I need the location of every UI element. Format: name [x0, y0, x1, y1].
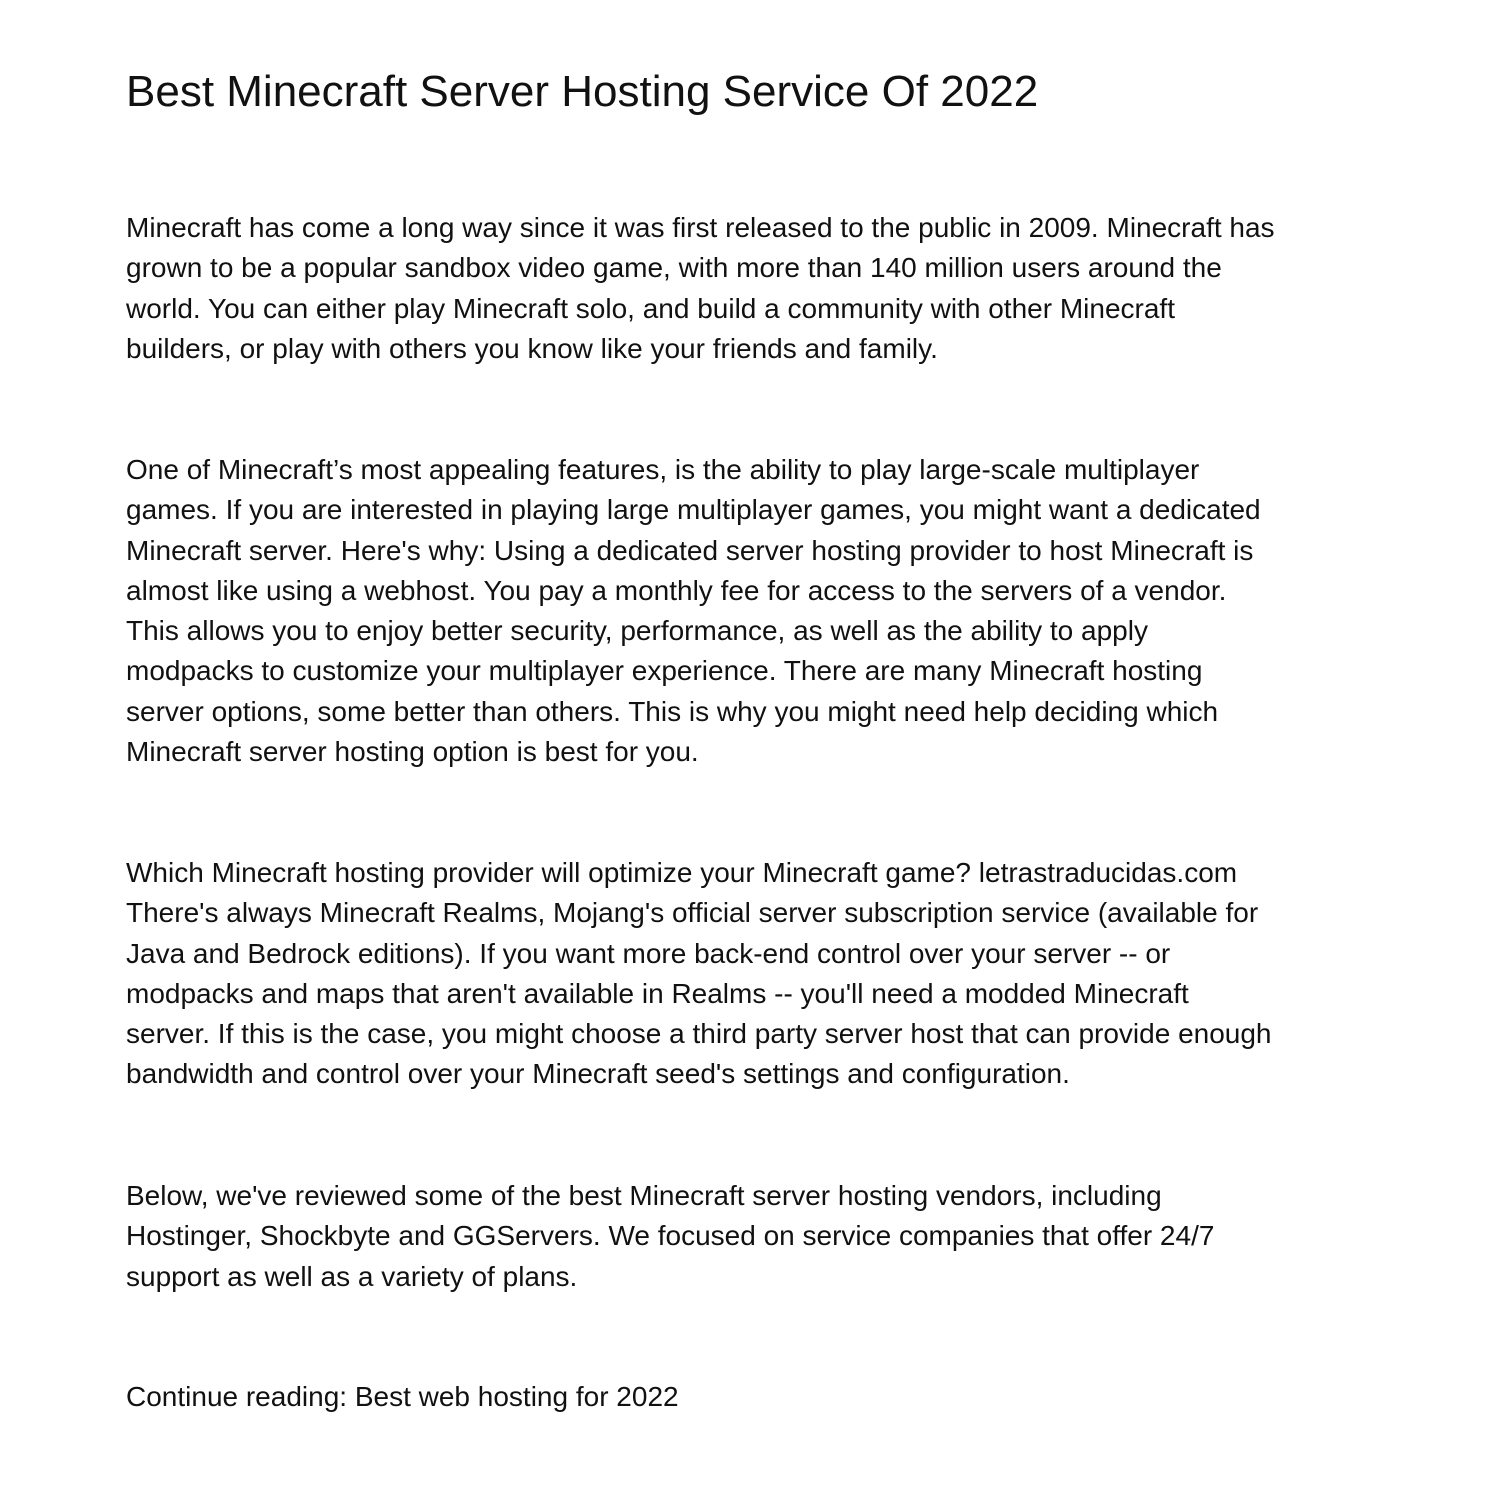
paragraph-line: games. If you are interested in playing large multiplayer games, you might want a dedicated — [126, 494, 1261, 526]
paragraph-line: One of Minecraft’s most appealing features, is the ability to play large-scale multiplayer — [126, 454, 1200, 485]
paragraph-line: support as well as a variety of plans. — [126, 1260, 578, 1292]
paragraph-line: builders, or play with others you know like your friends and family. — [126, 332, 938, 364]
paragraph-line: modpacks and maps that aren't available in Realms -- you'll need a modded Minecraft — [126, 977, 1189, 1009]
paragraph-line: grown to be a popular sandbox video game, with more than 140 million users around the — [126, 252, 1222, 284]
paragraph-5 — [126, 1377, 679, 1417]
paragraph-1 — [126, 208, 1275, 369]
paragraph-line: This allows you to enjoy better security, performance, as well as the ability to apply — [126, 615, 1148, 647]
paragraph-3 — [126, 853, 1272, 1095]
paragraph-4 — [126, 1176, 1214, 1297]
paragraph-line: modpacks to customize your multiplayer experience. There are many Minecraft hosting — [126, 655, 1203, 687]
paragraph-line: almost like using a webhost. You pay a monthly fee for access to the servers of a vendor. — [126, 574, 1227, 606]
paragraph-line: Java and Bedrock editions). If you want more back-end control over your server -- or — [126, 937, 1171, 969]
paragraph-line: Continue reading: Best web hosting for 2022 — [126, 1381, 679, 1412]
paragraph-line: server. If this is the case, you might choose a third party server host that can provide enough — [126, 1018, 1272, 1050]
paragraph-line: Which Minecraft hosting provider will optimize your Minecraft game? letrastraducidas.com — [126, 857, 1238, 888]
paragraph-line: Minecraft server hosting option is best for you. — [126, 736, 699, 768]
paragraph-line: bandwidth and control over your Minecraft seed's settings and configuration. — [126, 1058, 1070, 1090]
paragraph-2 — [126, 450, 1261, 772]
paragraph-line: Hostinger, Shockbyte and GGServers. We focused on service companies that offer 24/7 — [126, 1220, 1215, 1252]
paragraph-line: server options, some better than others. This is why you might need help deciding which — [126, 695, 1219, 727]
paragraph-line: Minecraft server. Here's why: Using a dedicated server hosting provider to host Minecraft is — [126, 534, 1254, 566]
page-title: Best Minecraft Server Hosting Service Of 2022 — [126, 67, 1039, 116]
paragraph-line: Minecraft has come a long way since it was first released to the public in 2009. Minecraft has — [126, 212, 1275, 243]
paragraph-line: There's always Minecraft Realms, Mojang's official server subscription service (available for — [126, 897, 1259, 929]
paragraph-line: world. You can either play Minecraft solo, and build a community with other Minecraft — [126, 292, 1175, 324]
paragraph-line: Below, we've reviewed some of the best Minecraft server hosting vendors, including — [126, 1180, 1162, 1211]
